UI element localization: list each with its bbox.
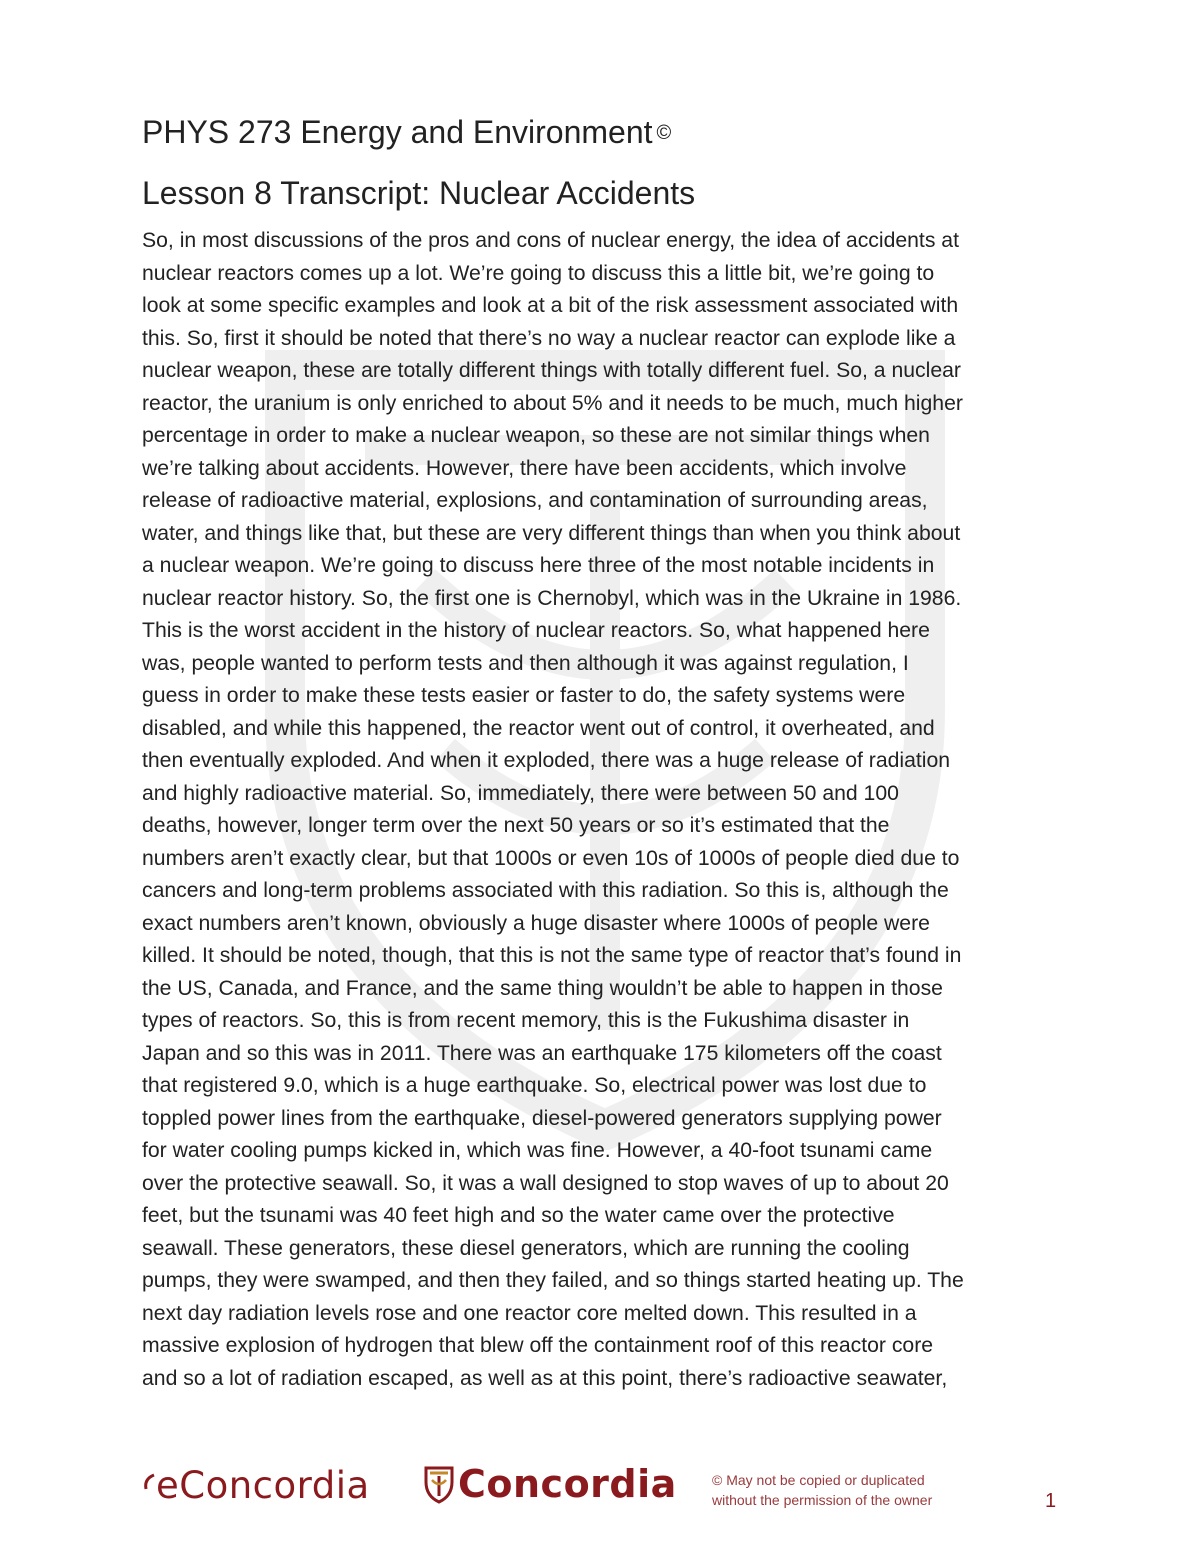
copyright-notice xyxy=(712,1470,932,1510)
transcript-line: So, in most discussions of the pros and cons of nuclear energy, the idea of accidents at xyxy=(142,229,959,252)
transcript-line: deaths, however, longer term over the next 50 years or so it’s estimated that the xyxy=(142,814,890,837)
transcript-line: next day radiation levels rose and one reactor core melted down. This resulted in a xyxy=(142,1301,917,1325)
copyright-symbol: © xyxy=(656,122,672,144)
transcript-line: then eventually exploded. And when it exploded, there was a huge release of radiation xyxy=(142,749,951,772)
page-footer xyxy=(0,1460,1200,1530)
copyright-line-1: © May not be copied or duplicated xyxy=(712,1472,925,1488)
transcript-paragraph xyxy=(142,225,1062,1395)
concordia-logo-text: Concordia xyxy=(458,1462,677,1506)
copyright-line-2: without the permission of the owner xyxy=(712,1492,933,1508)
transcript-line: nuclear reactor history. So, the first one is Chernobyl, which was in the Ukraine in 1986. xyxy=(142,586,962,610)
course-title xyxy=(142,108,1062,157)
transcript-line: was, people wanted to perform tests and then although it was against regulation, I xyxy=(142,651,909,675)
transcript-line: release of radioactive material, explosions, and contamination of surrounding areas, xyxy=(142,489,928,512)
transcript-line: massive explosion of hydrogen that blew off the containment roof of this reactor core xyxy=(142,1334,934,1357)
econcordia-swoosh-icon xyxy=(142,1471,156,1501)
transcript-line: the US, Canada, and France, and the same thing wouldn’t be able to happen in those xyxy=(142,976,943,1000)
transcript-line: toppled power lines from the earthquake, diesel-powered generators supplying power xyxy=(142,1106,942,1130)
concordia-shield-icon xyxy=(424,1464,454,1504)
transcript-line: this. So, first it should be noted that there’s no way a nuclear reactor can explode like a xyxy=(142,326,956,350)
transcript-line: water, and things like that, but these are very different things than when you think about xyxy=(142,521,961,545)
transcript-line: exact numbers aren’t known, obviously a huge disaster where 1000s of people were xyxy=(142,911,930,935)
transcript-line: pumps, they were swamped, and then they failed, and so things started heating up. The xyxy=(142,1269,964,1292)
transcript-line: nuclear weapon, these are totally different things with totally different fuel. So, a nuclear xyxy=(142,359,961,382)
transcript-line: percentage in order to make a nuclear weapon, so these are not similar things when xyxy=(142,424,930,447)
econcordia-logo xyxy=(142,1464,370,1507)
page-number: 1 xyxy=(1045,1490,1057,1512)
transcript-line: This is the worst accident in the history of nuclear reactors. So, what happened here xyxy=(142,619,930,642)
econcordia-logo-text: eConcordia xyxy=(156,1464,370,1507)
transcript-line: for water cooling pumps kicked in, which was fine. However, a 40-foot tsunami came xyxy=(142,1139,933,1162)
transcript-line: that registered 9.0, which is a huge earthquake. So, electrical power was lost due to xyxy=(142,1074,927,1097)
transcript-line: reactor, the uranium is only enriched to about 5% and it needs to be much, much higher xyxy=(142,391,963,415)
transcript-line: nuclear reactors comes up a lot. We’re going to discuss this a little bit, we’re going to xyxy=(142,261,935,285)
lesson-title: Lesson 8 Transcript: Nuclear Accidents xyxy=(142,175,696,211)
transcript-line: we’re talking about accidents. However, there have been accidents, which involve xyxy=(142,456,907,480)
document-page xyxy=(142,108,1062,1395)
concordia-logo xyxy=(424,1462,677,1506)
transcript-line: look at some specific examples and look at a bit of the risk assessment associated with xyxy=(142,294,959,317)
transcript-line: Japan and so this was in 2011. There was an earthquake 175 kilometers off the coast xyxy=(142,1041,942,1065)
transcript-line: over the protective seawall. So, it was a wall designed to stop waves of up to about 20 xyxy=(142,1171,949,1195)
transcript-line: numbers aren’t exactly clear, but that 1000s or even 10s of 1000s of people died due to xyxy=(142,846,960,870)
transcript-line: feet, but the tsunami was 40 feet high and so the water came over the protective xyxy=(142,1204,895,1227)
transcript-line: and highly radioactive material. So, immediately, there were between 50 and 100 xyxy=(142,781,899,805)
transcript-line: types of reactors. So, this is from recent memory, this is the Fukushima disaster in xyxy=(142,1009,910,1032)
transcript-line: disabled, and while this happened, the reactor went out of control, it overheated, and xyxy=(142,716,935,740)
transcript-line: a nuclear weapon. We’re going to discuss here three of the most notable incidents in xyxy=(142,554,935,577)
transcript-line: killed. It should be noted, though, that this is not the same type of reactor that’s found in xyxy=(142,944,962,967)
transcript-line: seawall. These generators, these diesel generators, which are running the cooling xyxy=(142,1236,910,1260)
transcript-line: cancers and long-term problems associated with this radiation. So this is, although the xyxy=(142,879,949,902)
transcript-line: guess in order to make these tests easier or faster to do, the safety systems were xyxy=(142,684,906,707)
transcript-line: and so a lot of radiation escaped, as well as at this point, there’s radioactive seawater, xyxy=(142,1366,948,1390)
course-title-text: PHYS 273 Energy and Environment xyxy=(142,114,653,150)
